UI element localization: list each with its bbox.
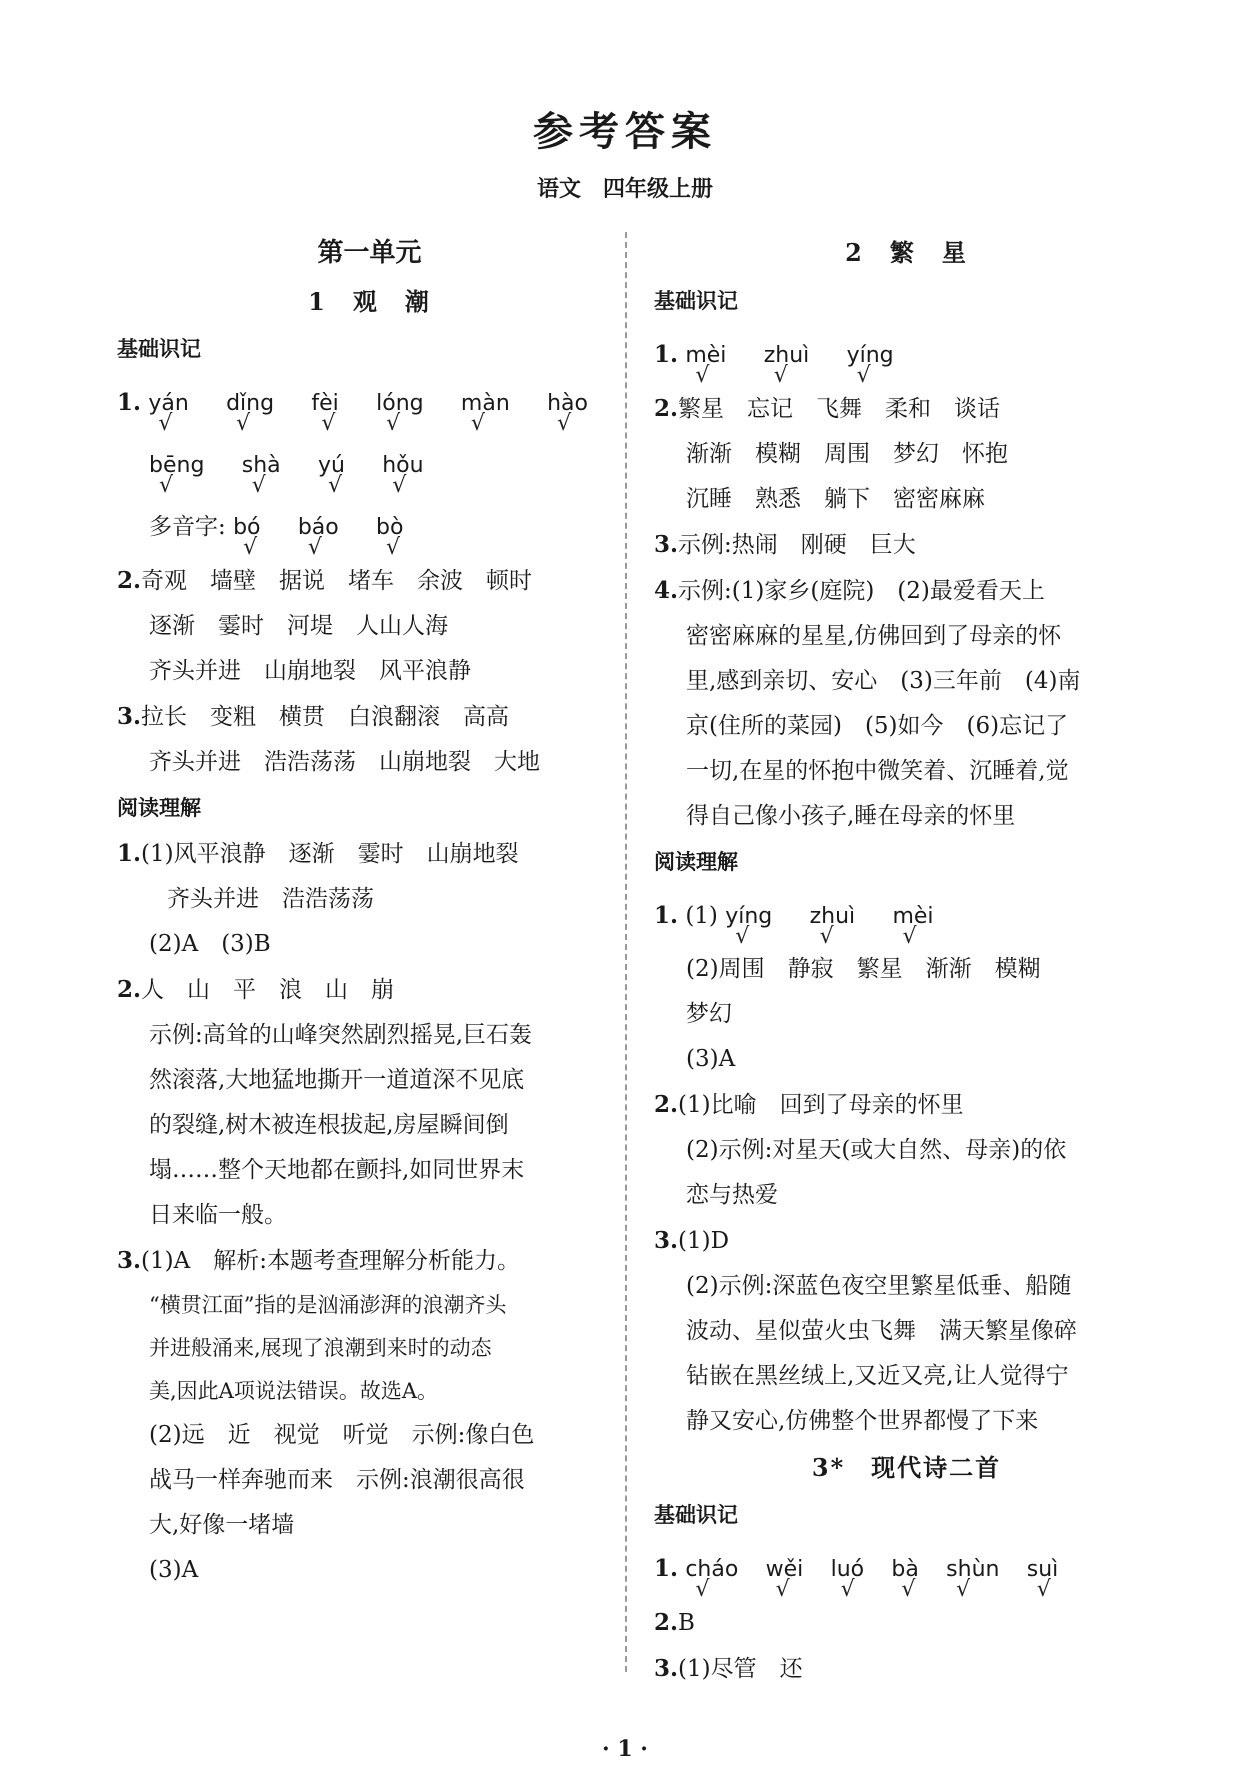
answer-line — [654, 1218, 1159, 1264]
question-number: 1. — [654, 341, 679, 368]
answer-text: (1)D — [678, 1228, 730, 1254]
pinyin-item: mèi √ — [685, 325, 726, 387]
answer-line: 波动、星似萤火虫飞舞 满天繁星像碎 — [686, 1318, 1077, 1344]
question-number: 3. — [117, 1247, 142, 1274]
sub-question-prefix: (1) — [685, 903, 718, 929]
page-number: · 1 · — [602, 1736, 648, 1762]
question-number: 2. — [117, 976, 142, 1003]
question-number: 2. — [654, 1609, 679, 1636]
pinyin-item: yíng √ — [725, 886, 772, 948]
answer-line: 战马一样奔驰而来 示例:浪潮很高很 — [149, 1467, 525, 1493]
question-number: 1. — [117, 840, 142, 867]
pinyin-item: bà √ — [891, 1539, 918, 1601]
polyphone-label: 多音字: — [149, 514, 226, 540]
left-column — [117, 228, 622, 1593]
answer-text: (1)比喻 回到了母亲的怀里 — [678, 1092, 964, 1118]
answer-line: 示例:高耸的山峰突然剧烈摇晃,巨石轰 — [149, 1022, 533, 1048]
pinyin-item: wěi √ — [766, 1539, 804, 1601]
answer-text: B — [678, 1610, 695, 1636]
answer-line: 密密麻麻的星星,仿佛回到了母亲的怀 — [686, 623, 1062, 649]
question-number: 4. — [654, 577, 679, 604]
pinyin-item: lóng √ — [376, 373, 423, 435]
question-number: 1. — [117, 389, 142, 416]
answer-line: 逐渐 霎时 河堤 人山人海 — [149, 613, 448, 639]
answer-line — [117, 967, 622, 1013]
answer-line: 齐头并进 浩浩荡荡 — [167, 886, 374, 912]
answer-line — [654, 522, 1159, 568]
pinyin-item: yú √ — [318, 435, 345, 497]
pinyin-row-3 — [117, 496, 622, 558]
section-basic-label: 基础识记 — [654, 1503, 738, 1527]
right-column — [654, 228, 1159, 1692]
question-number: 2. — [117, 567, 142, 594]
unit-title: 第一单元 — [317, 238, 422, 268]
pinyin-item: mèi √ — [892, 886, 933, 948]
pinyin-item: suì √ — [1027, 1539, 1059, 1601]
answer-line — [117, 1238, 622, 1284]
section-basic-label: 基础识记 — [117, 337, 201, 361]
answer-line: 京(住所的菜园) (5)如今 (6)忘记了 — [686, 713, 1069, 739]
answer-line: 静又安心,仿佛整个世界都慢了下来 — [686, 1408, 1039, 1434]
pinyin-item: bó √ — [233, 497, 260, 559]
answer-line: 里,感到亲切、安心 (3)三年前 (4)南 — [686, 668, 1081, 694]
answer-text: (1)风平浪静 逐渐 霎时 山崩地裂 — [141, 841, 519, 867]
page-title: 参考答案 — [533, 108, 717, 155]
pinyin-item: yán √ — [148, 373, 188, 435]
pinyin-item: màn √ — [461, 373, 510, 435]
answer-line: 沉睡 熟悉 躺下 密密麻麻 — [686, 486, 985, 512]
question-number: 3. — [654, 1655, 679, 1682]
question-number: 1. — [654, 902, 679, 929]
answer-text: 示例:热闹 刚硬 巨大 — [678, 532, 916, 558]
section-reading-label: 阅读理解 — [654, 850, 738, 874]
answer-line: 大,好像一堵墙 — [149, 1512, 295, 1538]
answer-line: 塌……整个天地都在颤抖,如同世界末 — [149, 1157, 525, 1183]
pinyin-item: luó √ — [831, 1539, 865, 1601]
pinyin-row — [654, 324, 1159, 386]
answer-line: 齐头并进 山崩地裂 风平浪静 — [149, 658, 471, 684]
answer-line: (2)A (3)B — [149, 931, 271, 957]
answer-line: 恋与热爱 — [686, 1182, 778, 1208]
pinyin-row-2 — [117, 434, 622, 496]
answer-text: 人 山 平 浪 山 崩 — [141, 977, 395, 1003]
lesson-3-title: 3* 现代诗二首 — [811, 1453, 1002, 1482]
answer-text: (1)尽管 还 — [678, 1656, 803, 1682]
question-number: 2. — [654, 1091, 679, 1118]
answer-text: 拉长 变粗 横贯 白浪翻滚 高高 — [141, 704, 510, 730]
section-basic-label: 基础识记 — [654, 289, 738, 313]
pinyin-item: dǐng √ — [226, 373, 274, 435]
pinyin-item: zhuì √ — [764, 325, 810, 387]
answer-line: “横贯江面”指的是汹涌澎湃的浪潮齐头 — [149, 1293, 507, 1317]
pinyin-item: zhuì √ — [810, 886, 856, 948]
answer-line: (2)周围 静寂 繁星 渐渐 模糊 — [686, 956, 1041, 982]
answer-text: (1)A 解析:本题考查理解分析能力。 — [141, 1248, 520, 1274]
answer-text: 示例:(1)家乡(庭院) (2)最爱看天上 — [678, 578, 1045, 604]
answer-line — [654, 386, 1159, 432]
pinyin-row-1 — [117, 372, 622, 434]
question-number: 1. — [654, 1555, 679, 1582]
answer-line: (2)示例:深蓝色夜空里繁星低垂、船随 — [686, 1273, 1072, 1299]
pinyin-item: báo √ — [298, 497, 339, 559]
lesson-2-title: 2 繁 星 — [845, 238, 968, 267]
answer-line — [117, 694, 622, 740]
pinyin-item: hǒu √ — [382, 435, 423, 497]
answer-line — [654, 1082, 1159, 1128]
answer-line: (3)A — [686, 1046, 736, 1072]
pinyin-item: cháo √ — [685, 1539, 738, 1601]
answer-line: 一切,在星的怀抱中微笑着、沉睡着,觉 — [686, 758, 1069, 784]
answer-line: 得自己像小孩子,睡在母亲的怀里 — [686, 803, 1016, 829]
answer-line: 美,因此A项说法错误。故选A。 — [149, 1379, 439, 1403]
page-subtitle: 语文 四年级上册 — [536, 176, 713, 202]
answer-line — [117, 831, 622, 877]
answer-line: 渐渐 模糊 周围 梦幻 怀抱 — [686, 441, 1008, 467]
answer-line — [654, 568, 1159, 614]
section-reading-label: 阅读理解 — [117, 796, 201, 820]
pinyin-row — [654, 885, 1159, 947]
column-divider — [625, 232, 627, 1672]
answer-text: 繁星 忘记 飞舞 柔和 谈话 — [678, 396, 1001, 422]
pinyin-item: shùn √ — [946, 1539, 999, 1601]
answer-line: (3)A — [149, 1557, 199, 1583]
answer-line: 齐头并进 浩浩荡荡 山崩地裂 大地 — [149, 749, 540, 775]
question-number: 2. — [654, 395, 679, 422]
question-number: 3. — [654, 1227, 679, 1254]
answer-text: 奇观 墙壁 据说 堵车 余波 顿时 — [141, 568, 533, 594]
pinyin-item: yíng √ — [847, 325, 894, 387]
answer-line: 梦幻 — [686, 1001, 732, 1027]
question-number: 3. — [654, 531, 679, 558]
answer-line: (2)示例:对星天(或大自然、母亲)的依 — [686, 1137, 1067, 1163]
pinyin-item: hào √ — [547, 373, 588, 435]
answer-line — [117, 558, 622, 604]
answer-line — [654, 1646, 1159, 1692]
pinyin-item: fèi √ — [311, 373, 338, 435]
question-number: 3. — [117, 703, 142, 730]
lesson-1-title: 1 观 潮 — [308, 287, 431, 316]
answer-line: 的裂缝,树木被连根拔起,房屋瞬间倒 — [149, 1112, 509, 1138]
answer-line: 并进般涌来,展现了浪潮到来时的动态 — [149, 1336, 492, 1360]
answer-line: 钻嵌在黑丝绒上,又近又亮,让人觉得宁 — [686, 1363, 1069, 1389]
pinyin-item: bēng √ — [149, 435, 204, 497]
pinyin-item: bò √ — [376, 497, 403, 559]
answer-line: (2)远 近 视觉 听觉 示例:像白色 — [149, 1422, 535, 1448]
pinyin-row — [654, 1538, 1159, 1600]
answer-line: 日来临一般。 — [149, 1202, 287, 1228]
answer-line: 然滚落,大地猛地撕开一道道深不见底 — [149, 1067, 525, 1093]
pinyin-item: shà √ — [242, 435, 281, 497]
